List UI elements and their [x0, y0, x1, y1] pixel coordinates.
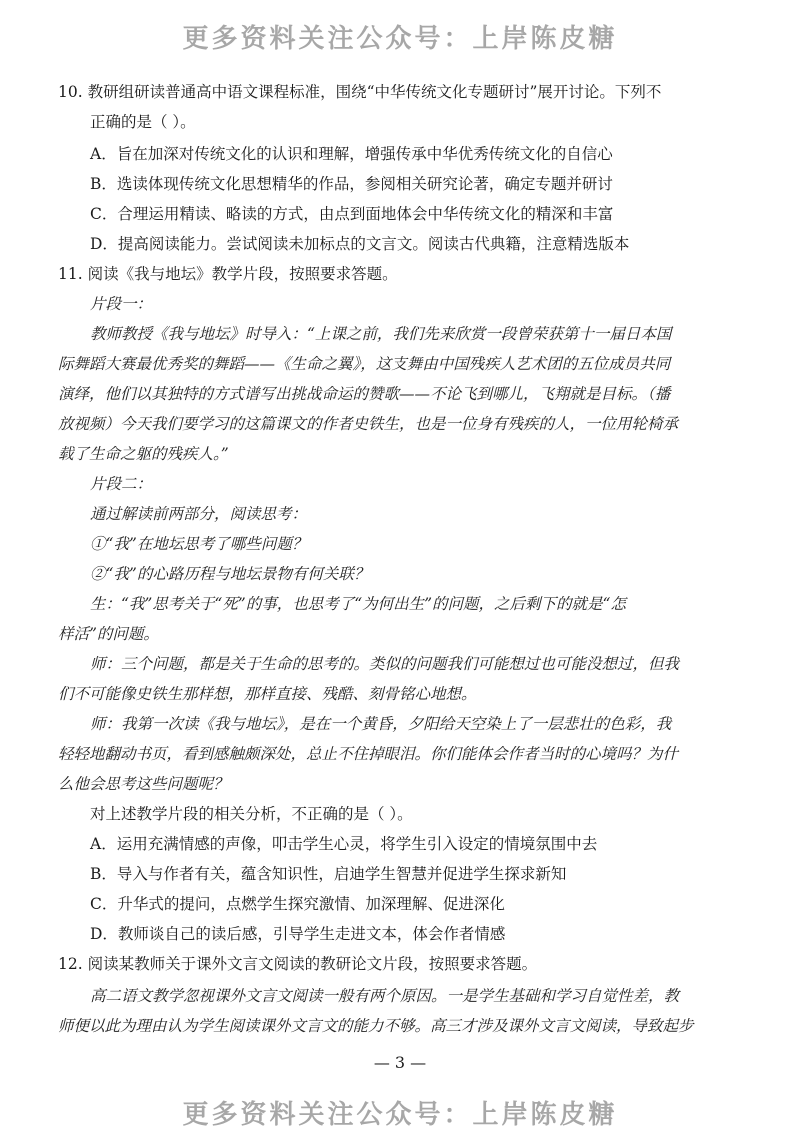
q11-option-a: A．运用充满情感的声像，叩击学生心灵，将学生引入设定的情境氛围中去	[90, 835, 598, 853]
q11-seg2-line: 师：三个问题，都是关于生命的思考的。类似的问题我们可能想过也可能没想过，但我	[90, 655, 680, 673]
q11-seg2-line: 们不可能像史铁生那样想，那样直接、残酷、刻骨铭心地想。	[58, 685, 477, 703]
watermark-top: 更多资料关注公众号：上岸陈皮糖	[182, 24, 618, 54]
q11-seg2-line: 通过解读前两部分，阅读思考：	[90, 505, 308, 523]
q11-seg1-line: 演绎，他们以其独特的方式谱写出挑战命运的赞歌——不论飞到哪儿，飞翔就是目标。（播	[58, 385, 671, 403]
q12-line: 师便以此为理由认为学生阅读课外文言文的能力不够。高三才涉及课外文言文阅读，导致起步	[58, 1017, 694, 1035]
q11-seg1-title: 片段一：	[90, 295, 153, 313]
q11-option-c: C．升华式的提问，点燃学生探究激情、加深理解、促进深化	[90, 895, 505, 913]
q11-seg2-line: 样活”的问题。	[58, 625, 159, 643]
q11-seg2-line: 生：“我”思考关于“死”的事，也思考了“为何出生”的问题，之后剩下的就是“怎	[90, 595, 626, 613]
q11-option-b: B．导入与作者有关，蕴含知识性，启迪学生智慧并促进学生探求新知	[90, 865, 567, 883]
q12-line: 高二语文教学忽视课外文言文阅读一般有两个原因。一是学生基础和学习自觉性差，教	[90, 987, 680, 1005]
q10-option-d: D．提高阅读能力。尝试阅读未加标点的文言文。阅读古代典籍，注意精选版本	[90, 235, 630, 253]
q11-seg1-line: 载了生命之躯的残疾人。”	[58, 445, 229, 463]
page-number: — 3 —	[373, 1053, 427, 1072]
q11-seg2-line: ②“我”的心路历程与地坛景物有何关联？	[90, 565, 370, 583]
q11-option-d: D．教师谈自己的读后感，引导学生走进文本，体会作者情感	[90, 925, 506, 943]
q10-option-b: B．选读体现传统文化思想精华的作品，参阅相关研究论著，确定专题并研讨	[90, 175, 613, 193]
q11-seg2-line: ①“我”在地坛思考了哪些问题？	[90, 535, 308, 553]
q11-question: 对上述教学片段的相关分析，不正确的是（ ）。	[90, 805, 413, 823]
q11-seg2-line: 轻轻地翻动书页，看到感触颇深处，总止不住掉眼泪。你们能体会作者当时的心境吗？为什	[58, 745, 679, 763]
q10-option-c: C．合理运用精读、略读的方式，由点到面地体会中华传统文化的精深和丰富	[90, 205, 614, 223]
q11-seg1-line: 际舞蹈大赛最优秀奖的舞蹈——《生命之翼》，这支舞由中国残疾人艺术团的五位成员共同	[58, 355, 671, 373]
q10-stem-line2: 正确的是（ ）。	[90, 113, 196, 131]
q10-option-a: A．旨在加深对传统文化的认识和理解，增强传承中华优秀传统文化的自信心	[90, 145, 613, 163]
q11-seg1-line: 放视频）今天我们要学习的这篇课文的作者史铁生，也是一位身有残疾的人，一位用轮椅承	[58, 415, 679, 433]
q12-stem: 12. 阅读某教师关于课外文言文阅读的教研论文片段，按照要求答题。	[58, 955, 538, 973]
q11-seg2-line: 么他会思考这些问题呢？	[58, 775, 229, 793]
q11-seg2-line: 师：我第一次读《我与地坛》，是在一个黄昏，夕阳给天空染上了一层悲壮的色彩，我	[90, 715, 672, 733]
q11-seg1-line: 教师教授《我与地坛》时导入：“上课之前，我们先来欣赏一段曾荣获第十一届日本国	[90, 325, 672, 343]
q11-seg2-title: 片段二：	[90, 475, 153, 493]
q11-stem: 11. 阅读《我与地坛》教学片段，按照要求答题。	[58, 265, 398, 283]
watermark-bottom: 更多资料关注公众号：上岸陈皮糖	[182, 1100, 618, 1130]
q10-stem-line1: 10. 教研组研读普通高中语文课程标准，围绕“中华传统文化专题研讨”展开讨论。下列不	[58, 83, 662, 101]
